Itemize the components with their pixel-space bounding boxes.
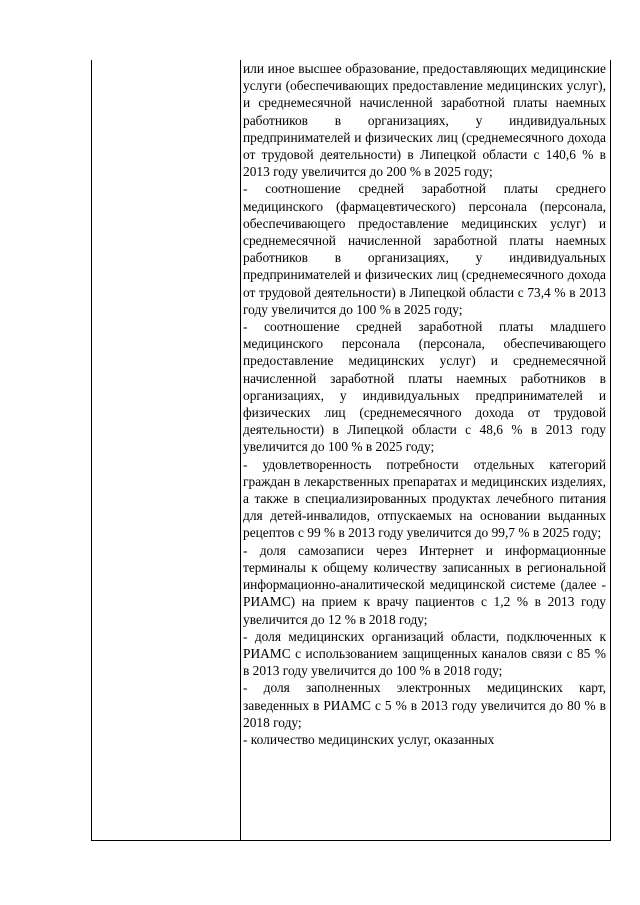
- table-right-cell: [241, 60, 610, 840]
- document-table: [91, 60, 611, 841]
- paragraph-medical-services: - количество медицинских услуг, оказанных: [243, 731, 495, 747]
- paragraph-riams-connection: - доля медицинских организаций области, подключенных к РИАМС с использованием защищенных каналов связи с 85 % в 2013 году увеличится до 100 % в 2018 году;: [243, 628, 606, 679]
- table-left-cell: [92, 60, 241, 840]
- paragraph-middle-staff-salary: - соотношение средней заработной платы среднего медицинского (фармацевтического) персонала (персонала, обеспечивающего предоставление медицинских услуг) и среднемесячной начисленной заработной платы наемных работников в организациях, у индивидуальных предпринимателей и физических лиц (среднемесячного дохода от трудовой деятельности) в Липецкой области с 73,4 % в 2013 году увеличится до 100 % в 2025 году;: [243, 181, 606, 317]
- paragraph-junior-staff-salary: - соотношение средней заработной платы младшего медицинского персонала (персонала, обеспечивающего предоставление медицинских услуг) и среднемесячной начисленной заработной платы наемных работников в организациях, у индивидуальных предпринимателей и физических лиц (среднемесячного дохода от трудовой деятельности) в Липецкой области с 48,6 % в 2013 году увеличится до 100 % в 2025 году;: [243, 319, 606, 455]
- paragraph-self-registration: - доля самозаписи через Интернет и информационные терминалы к общему количеству записанных в региональной информационно-аналитической медицинской системе (далее - РИАМС) на прием к врачу пациентов с 1,2 % в 2013 году увеличится до 12 % в 2018 году;: [243, 542, 606, 627]
- paragraph-drug-provision: - удовлетворенность потребности отдельных категорий граждан в лекарственных препаратах и медицинских изделиях, а также в специализированных продуктах лечебного питания для детей-инвалидов, отпускаемых на основании выданных рецептов с 99 % в 2013 году увеличится до 99,7 % в 2025 году;: [243, 456, 606, 541]
- paragraph-continuation: или иное высшее образование, предоставляющих медицинские услуги (обеспечивающих предоставление медицинских услуг), и среднемесячной начисленной заработной платы наемных работников в организациях, у индивидуальных предпринимателей и физических лиц (среднемесячного дохода от трудовой деятельности) в Липецкой области с 140,6 % в 2013 году увеличится до 200 % в 2025 году;: [243, 61, 606, 180]
- paragraph-electronic-records: - доля заполненных электронных медицинских карт, заведенных в РИАМС с 5 % в 2013 году увеличится до 80 % в 2018 году;: [243, 680, 606, 730]
